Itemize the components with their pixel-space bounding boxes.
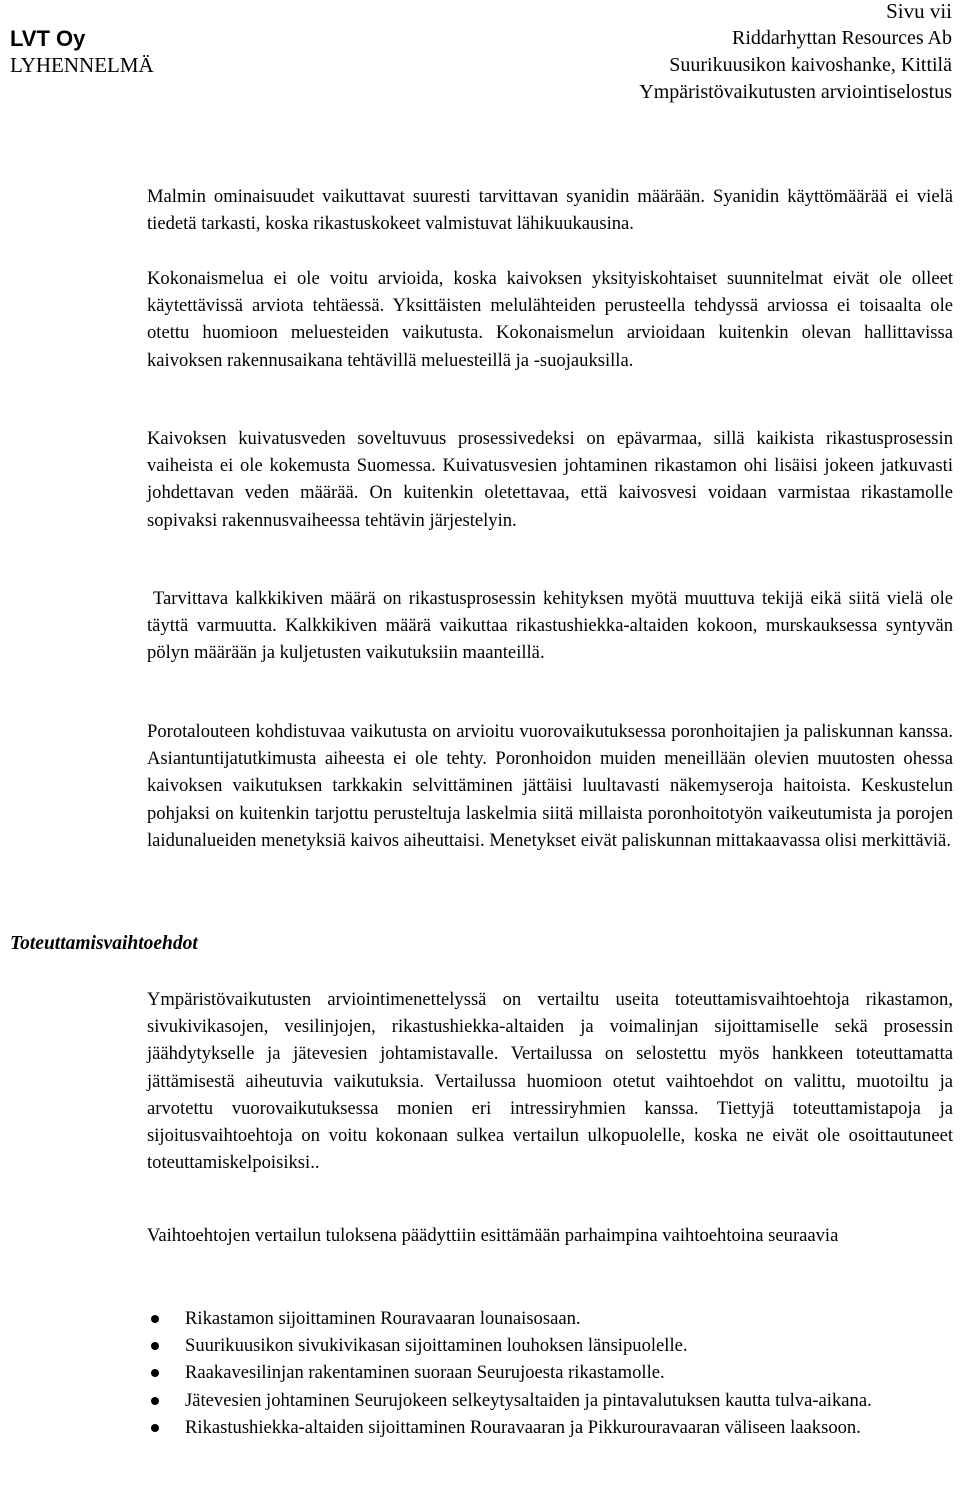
bullet-icon xyxy=(151,1424,159,1432)
paragraph-porotalous: Porotalouteen kohdistuvaa vaikutusta on arvioitu vuorovaikutuksessa poronhoitajien ja paliskunnan kanssa. Asiantuntijatutkimusta aiheesta ei ole tehty. Poronhoidon muiden meneillään olevien muutosten ohessa kaivoksen vaikutuksen tarkkakin selvittäminen jättäisi luultavasti näkemyseroja haitoista. Keskustelun pohjaksi on kuitenkin tarjottu perusteltuja laskelmia siitä millaista poronhoitotyön vaikeutumista ja porojen laidunalueiden menetyksiä kaivos aiheuttaisi. Menetykset eivät paliskunnan mittakaavassa olisi merkittäviä. xyxy=(147,721,953,851)
list-item-text: Rikastushiekka-altaiden sijoittaminen Rouravaaran ja Pikkurouravaaran väliseen laaksoon. xyxy=(185,1416,861,1438)
list-item-text: Suurikuusikon sivukivikasan sijoittaminen louhoksen länsipuolelle. xyxy=(185,1335,688,1357)
paragraph-kalkkikivi: Tarvittava kalkkikiven määrä on rikastusprosessin kehityksen myötä muuttuva tekijä eikä siitä vielä ole täyttä varmuutta. Kalkkikiven määrä vaikuttaa rikastushiekka-altaiden kokoon, murskauksessa syntyvän pölyn määrään ja kuljetusten vaikutuksiin maanteillä. xyxy=(147,588,953,664)
paragraph-melu: Kokonaismelua ei ole voitu arvioida, koska kaivoksen yksityiskohtaiset suunnitelmat eivät ole olleet käytettävissä arviota tehtäessä. Yksittäisten melulähteiden perusteella tehdyssä arviossa ei toisaalta ole otettu huomioon meluesteiden vaikutusta. Kokonaismelun arvioidaan kuitenkin olevan hallittavissa kaivoksen rakennusaikana tehtävillä meluesteillä ja -suojauksilla. xyxy=(147,268,953,371)
section-title: LYHENNELMÄ xyxy=(10,53,154,77)
client-name: Riddarhyttan Resources Ab xyxy=(732,27,952,49)
bullet-icon xyxy=(151,1397,159,1405)
bullet-icon xyxy=(151,1342,159,1350)
side-heading: Toteuttamisvaihtoehdot xyxy=(10,933,198,954)
page-number: Sivu vii xyxy=(886,0,952,23)
company-name: LVT Oy xyxy=(10,26,86,51)
list-item xyxy=(147,1359,953,1386)
paragraph-tulokset: Vaihtoehtojen vertailun tuloksena päädyttiin esittämään parhaimpina vaihtoehtoina seuraavia xyxy=(147,1225,839,1246)
paragraph-syanidi: Malmin ominaisuudet vaikuttavat suuresti tarvittavan syanidin määrään. Syanidin käyttömäärää ei vielä tiedetä tarkasti, koska rikastuskokeet valmistuvat lähikuukausina. xyxy=(147,186,953,235)
list-item-text: Rikastamon sijoittaminen Rouravaaran lounaisosaan. xyxy=(185,1308,581,1329)
page-header-left xyxy=(10,25,154,79)
list-item-text: Raakavesilinjan rakentaminen suoraan Seurujoesta rikastamolle. xyxy=(185,1362,665,1384)
paragraph-vaihtoehdot: Ympäristövaikutusten arviointimenettelyssä on vertailtu useita toteuttamisvaihtoehtoja rikastamon, sivukivikasojen, vesilinjojen, rikastushiekka-altaiden ja voimalinjan sijoittamiselle sekä prosessin jäähdytykselle ja jätevesien johtamistavalle. Vertailussa on selostettu myös hankkeen toteuttamatta jättämisestä aiheutuvia vaikutuksia. Vertailussa huomioon otetut vaihtoehdot on valittu, muotoiltu ja arvotettu vuorovaikutuksessa monien eri intressiryhmien kanssa. Tiettyjä toteuttamistapoja ja sijoitusvaihtoehtoja on voitu kokonaan sulkea vertailun ulkopuolelle, koska ne eivät ole osoittautuneet toteuttamiskelpoisiksi.. xyxy=(147,989,953,1174)
paragraph-kuivatusvesi: Kaivoksen kuivatusveden soveltuvuus prosessivedeksi on epävarmaa, sillä kaikista rikastusprosessin vaiheista ei ole kokemusta Suomessa. Kuivatusvesien johtaminen rikastamon ohi lisäisi jokeen jatkuvasti johdettavan veden määrää. On kuitenkin oletettavaa, että kaivosvesi voidaan varmistaa rikastamolle sopivaksi rakennusvaiheessa tehtävin järjestelyin. xyxy=(147,428,953,531)
list-item xyxy=(147,1414,953,1441)
bullet-icon xyxy=(151,1369,159,1377)
list-item xyxy=(147,1305,953,1332)
document-title: Ympäristövaikutusten arviointiselostus xyxy=(639,81,952,103)
list-item xyxy=(147,1332,953,1359)
list-item xyxy=(147,1387,953,1414)
bullet-list xyxy=(147,1305,953,1441)
list-item-text: Jätevesien johtaminen Seurujokeen selkeytysaltaiden ja pintavalutuksen kautta tulva-aikana. xyxy=(185,1389,872,1411)
bullet-icon xyxy=(151,1315,159,1323)
project-name: Suurikuusikon kaivoshanke, Kittilä xyxy=(669,54,952,76)
page-header-right xyxy=(639,0,952,106)
